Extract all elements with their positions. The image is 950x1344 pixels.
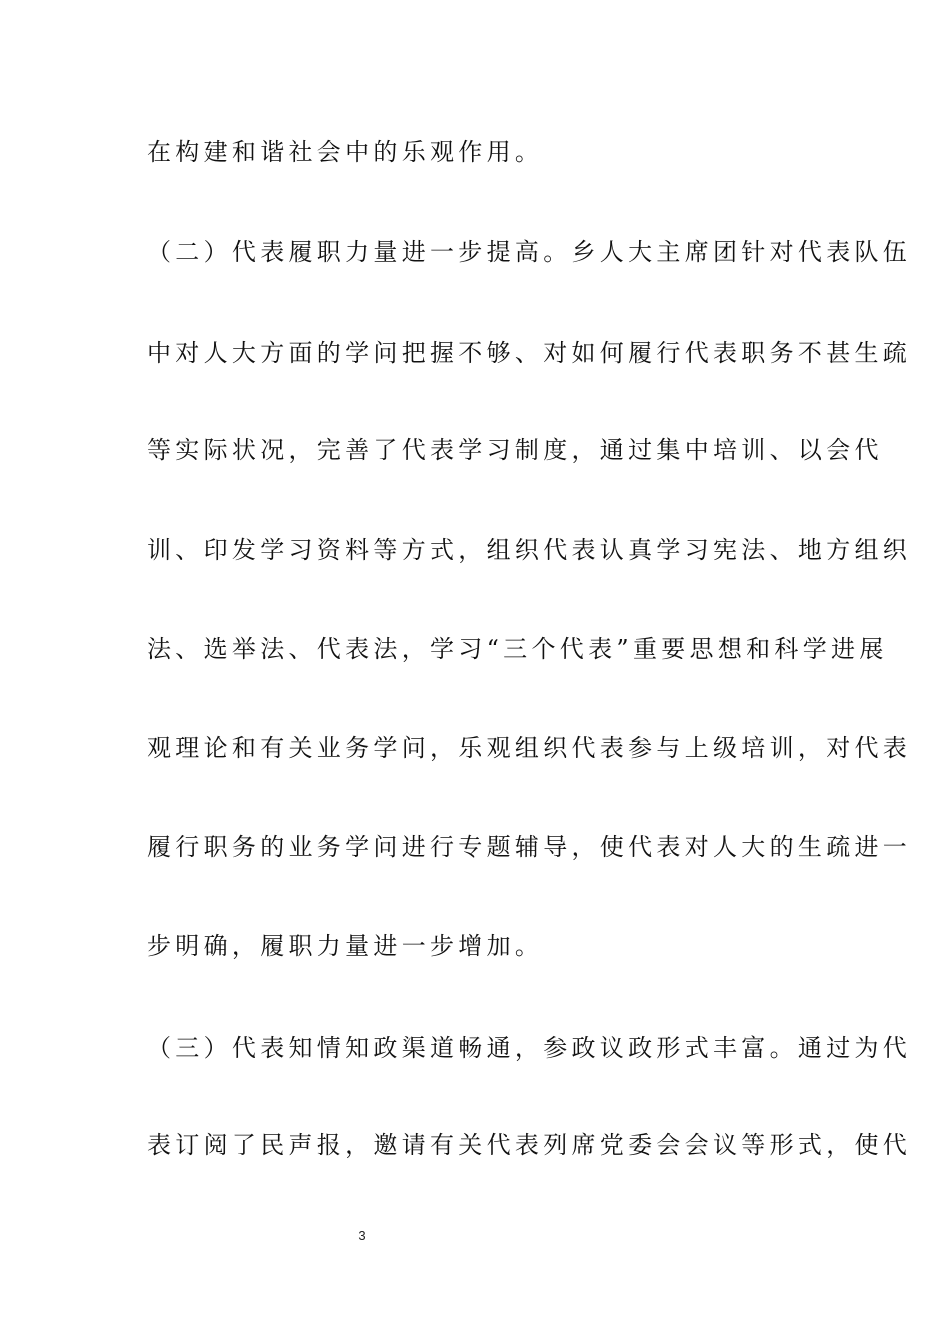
text-line: 观理论和有关业务学问，乐观组织代表参与上级培训，对代表 <box>147 734 912 762</box>
text-line: 训、印发学习资料等方式，组织代表认真学习宪法、地方组织 <box>147 536 912 564</box>
text-line: 履行职务的业务学问进行专题辅导，使代表对人大的生疏进一 <box>147 833 912 861</box>
page-number: 3 <box>358 1228 366 1243</box>
text-line: 表订阅了民声报，邀请有关代表列席党委会会议等形式，使代 <box>147 1131 912 1159</box>
text-line: （三）代表知情知政渠道畅通，参政议政形式丰富。通过为代 <box>147 1034 912 1062</box>
text-line: 法、选举法、代表法，学习“三个代表”重要思想和科学进展 <box>147 635 888 663</box>
text-line: 等实际状况，完善了代表学习制度，通过集中培训、以会代 <box>147 436 883 464</box>
text-line: 步明确，履职力量进一步增加。 <box>147 932 544 960</box>
text-line: （二）代表履职力量进一步提高。乡人大主席团针对代表队伍 <box>147 238 912 266</box>
text-line: 在构建和谐社会中的乐观作用。 <box>147 138 544 166</box>
text-line: 中对人大方面的学问把握不够、对如何履行代表职务不甚生疏 <box>147 339 912 367</box>
